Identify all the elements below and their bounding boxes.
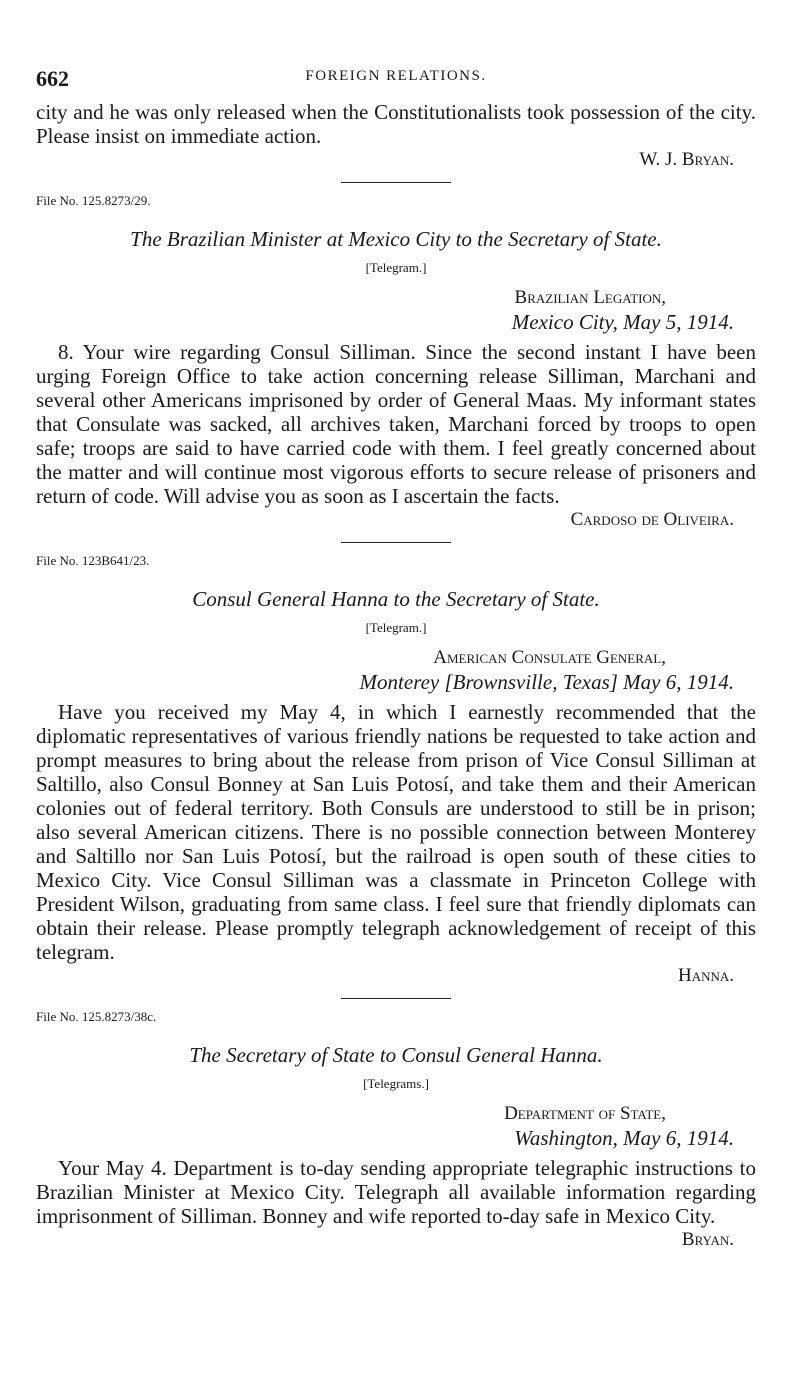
running-title: FOREIGN RELATIONS. <box>305 68 487 84</box>
page-header <box>36 60 756 100</box>
file-number: File No. 125.8273/29. <box>36 193 151 208</box>
dateline: Monterey [Brownsville, Texas] May 6, 1914. <box>359 670 734 694</box>
sender-place: Brazilian Legation, <box>514 287 666 308</box>
body-paragraph: Have you received my May 4, in which I earnestly recommended that the diplomatic representatives of various friendly nations be requested to take action and prompt measures to bring about the release from prison of Vice Consul Silliman at Saltillo, also Consul Bonney at San Luis Potosí, and take them and their American colonies out of federal territory. Both Consuls are understood to still be in prison; also several American citizens. There is no possible connection between Monterey and Saltillo nor San Luis Potosí, but the railroad is open south of these cities to Mexico City. Vice Consul Silliman was a classmate in Princeton College with President Wilson, graduating from same class. I feel sure that friendly diplomats can obtain their release. Please promptly telegraph acknowledgement of receipt of this telegram. <box>36 700 756 964</box>
signature: Cardoso de Oliveira. <box>570 509 734 530</box>
dateline: Washington, May 6, 1914. <box>514 1126 734 1150</box>
signature-bryan-1: W. J. Bryan. <box>639 149 734 170</box>
signature: Hanna. <box>677 965 734 986</box>
file-number: File No. 123B641/23. <box>36 553 150 568</box>
section-divider <box>341 542 451 543</box>
telegram-label: [Telegram.] <box>365 620 427 635</box>
document-page <box>36 60 756 1252</box>
file-number: File No. 125.8273/38c. <box>36 1009 157 1024</box>
telegram-label: [Telegrams.] <box>363 1076 429 1091</box>
signature: Bryan. <box>681 1229 734 1250</box>
page-number: 662 <box>36 66 69 91</box>
document-title: Consul General Hanna to the Secretary of State. <box>192 587 600 611</box>
sender-place: Department of State, <box>504 1103 666 1124</box>
body-paragraph: Your May 4. Department is to-day sending appropriate telegraphic instructions to Brazilian Minister at Mexico City. Telegraph all available information regarding imprisonment of Silliman. Bonney and wife reported to-day safe in Mexico City. <box>36 1156 756 1228</box>
document-title: The Secretary of State to Consul General Hanna. <box>189 1043 603 1067</box>
dateline: Mexico City, May 5, 1914. <box>511 310 734 334</box>
telegram-label: [Telegram.] <box>365 260 427 275</box>
sender-place: American Consulate General, <box>433 647 666 668</box>
document-title: The Brazilian Minister at Mexico City to the Secretary of State. <box>130 227 662 251</box>
section-divider <box>341 998 451 999</box>
section-divider <box>341 182 451 183</box>
body-paragraph: 8. Your wire regarding Consul Silliman. Since the second instant I have been urging Foreign Office to take action concerning release Silliman, Marchani and several other Americans imprisoned by order of General Maas. My informant states that Consulate was sacked, all archives taken, Marchani forced by troops to open safe; troops are said to have carried code with them. I feel greatly concerned about the matter and will continue most vigorous efforts to secure release of prisoners and return of code. Will advise you as soon as I ascertain the facts. <box>36 340 756 508</box>
continuation-paragraph: city and he was only released when the Constitutionalists took possession of the city. Please insist on immediate action. <box>36 100 756 148</box>
